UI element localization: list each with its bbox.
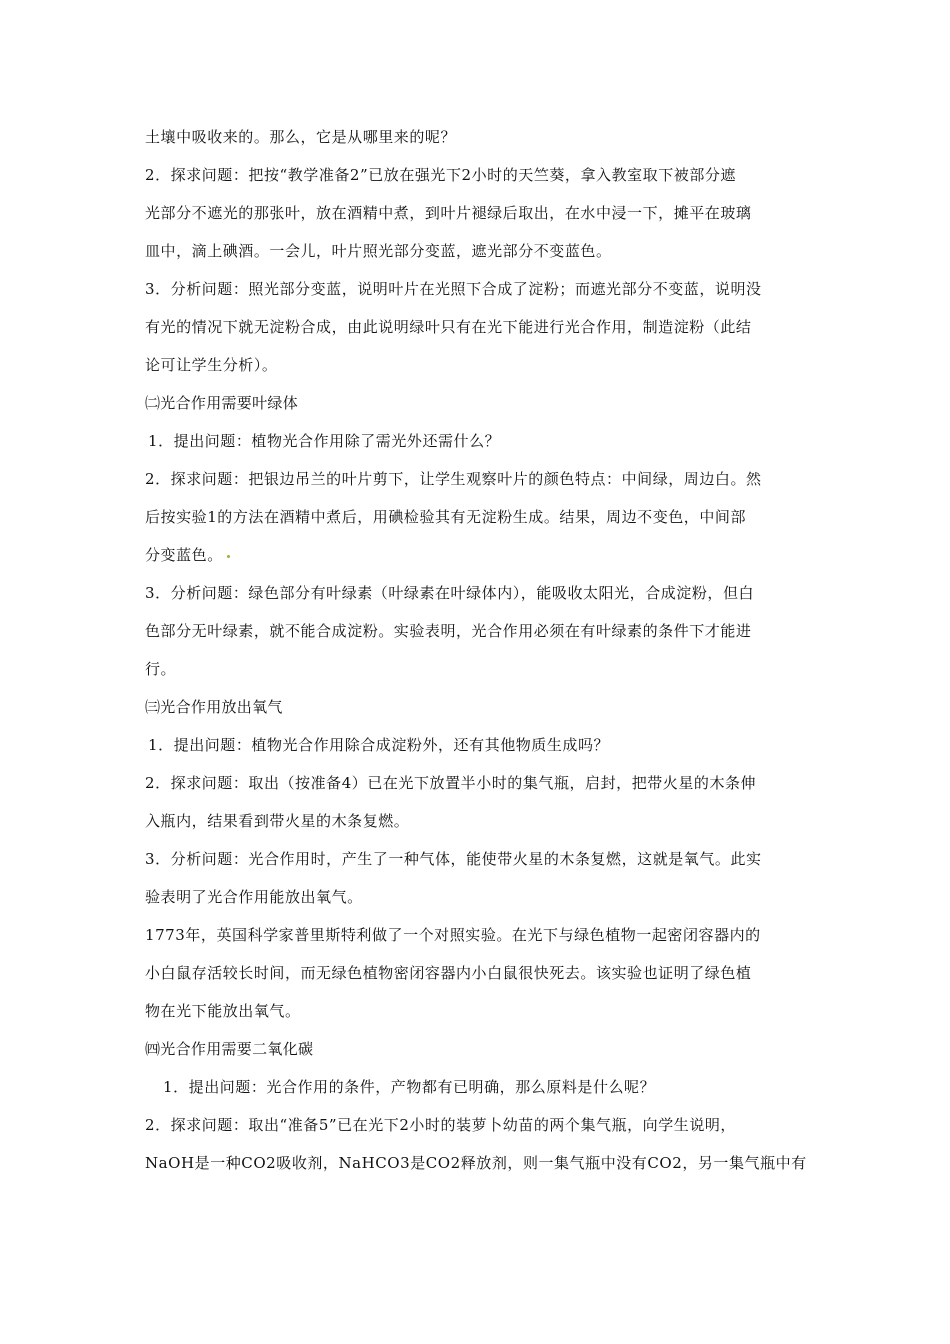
text-line: 皿中，滴上碘酒。一会儿，叶片照光部分变蓝，遮光部分不变蓝色。 <box>145 242 612 260</box>
section-heading-oxygen: ㈢光合作用放出氧气 <box>145 698 283 716</box>
text-line: 物在光下能放出氧气。 <box>145 1002 301 1020</box>
document-body <box>145 118 815 1182</box>
text-line: 行。 <box>145 660 177 678</box>
text-line-with-mark <box>145 536 815 574</box>
text-line: 2．探求问题：把银边吊兰的叶片剪下，让学生观察叶片的颜色特点：中间绿，周边白。然 <box>145 470 762 488</box>
text-line: 1．提出问题：光合作用的条件，产物都有已明确，那么原料是什么呢？ <box>163 1078 656 1096</box>
text-line: 3．分析问题：绿色部分有叶绿素（叶绿素在叶绿体内），能吸收太阳光，合成淀粉，但白 <box>145 584 755 602</box>
text-line: 2．探求问题：取出（按准备4）已在光下放置半小时的集气瓶，启封，把带火星的木条伸 <box>145 774 757 792</box>
text-line: NaOH是一种CO2吸收剂，NaHCO3是CO2释放剂，则一集气瓶中没有CO2，另一集气瓶中有 <box>145 1154 807 1172</box>
text-line: 2．探求问题：取出“准备5”已在光下2小时的装萝卜幼苗的两个集气瓶，向学生说明， <box>145 1116 736 1134</box>
text-line: 小白鼠存活较长时间，而无绿色植物密闭容器内小白鼠很快死去。该实验也证明了绿色植 <box>145 964 752 982</box>
text-line: 有光的情况下就无淀粉合成，由此说明绿叶只有在光下能进行光合作用，制造淀粉（此结 <box>145 318 752 336</box>
text-line: 入瓶内，结果看到带火星的木条复燃。 <box>145 812 410 830</box>
text-line: 2．探求问题：把按“教学准备2”已放在强光下2小时的天竺葵，拿入教室取下被部分遮 <box>145 166 736 184</box>
text-line: 光部分不遮光的那张叶，放在酒精中煮，到叶片褪绿后取出，在水中浸一下，摊平在玻璃 <box>145 204 752 222</box>
text-line: 论可让学生分析）。 <box>145 356 278 374</box>
text-line: 3．分析问题：光合作用时，产生了一种气体，能使带火星的木条复燃，这就是氧气。此实 <box>145 850 762 868</box>
text-line: 后按实验1的方法在酒精中煮后，用碘检验其有无淀粉生成。结果，周边不变色，中间部 <box>145 508 746 526</box>
section-heading-co2: ㈣光合作用需要二氧化碳 <box>145 1040 314 1058</box>
text-span: 分变蓝色。 <box>145 546 223 564</box>
text-line: 1773年，英国科学家普里斯特利做了一个对照实验。在光下与绿色植物一起密闭容器内的 <box>145 926 761 944</box>
text-line: 色部分无叶绿素，就不能合成淀粉。实验表明，光合作用必须在有叶绿素的条件下才能进 <box>145 622 752 640</box>
text-line: 土壤中吸收来的。那么，它是从哪里来的呢？ <box>145 128 457 146</box>
text-line: 1．提出问题：植物光合作用除合成淀粉外，还有其他物质生成吗？ <box>148 736 610 754</box>
text-line: 1．提出问题：植物光合作用除了需光外还需什么？ <box>148 432 501 450</box>
text-line: 验表明了光合作用能放出氧气。 <box>145 888 363 906</box>
stray-mark <box>227 555 230 558</box>
section-heading-chlorophyll: ㈡光合作用需要叶绿体 <box>145 394 299 412</box>
text-line: 3．分析问题：照光部分变蓝，说明叶片在光照下合成了淀粉；而遮光部分不变蓝，说明没 <box>145 280 762 298</box>
